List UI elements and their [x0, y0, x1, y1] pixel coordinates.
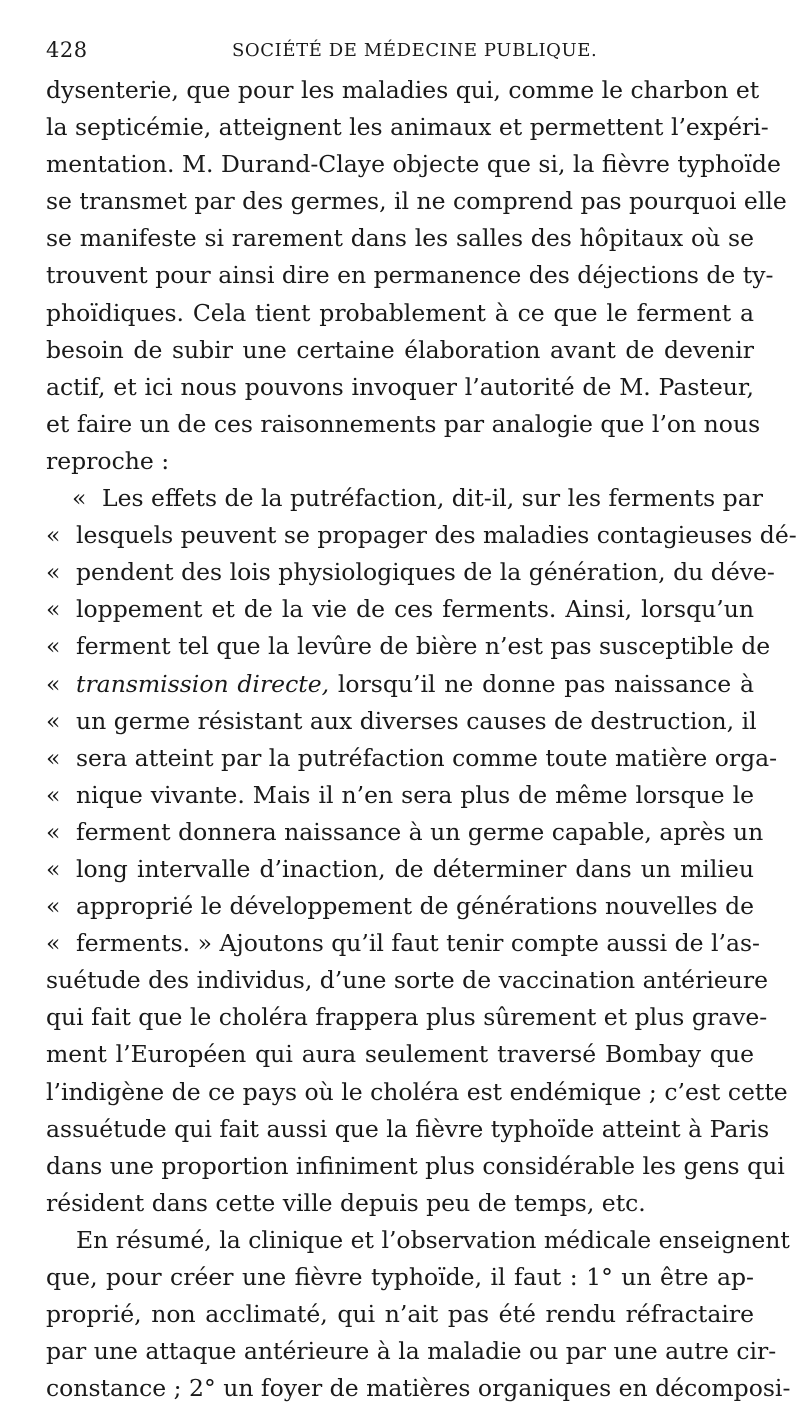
- quote-line: [46, 666, 754, 703]
- quote-mark: «: [46, 854, 61, 883]
- quote-mark: «: [46, 817, 61, 846]
- quote-line: [46, 554, 775, 591]
- text-line: l’indigène de ce pays où le choléra est endémique ; c’est cette: [46, 1077, 788, 1106]
- running-title: SOCIÉTÉ DE MÉDECINE PUBLIQUE.: [232, 40, 598, 61]
- quote-mark: «: [46, 669, 61, 698]
- text-line: trouvent pour ainsi dire en permanence des déjections de ty-: [46, 261, 774, 290]
- text-line: proprié, non acclimaté, qui n’ait pas été rendu réfractaire: [46, 1300, 754, 1329]
- quote-line: [46, 814, 764, 851]
- text-line: reproche :: [46, 446, 170, 475]
- quote-text: un germe résistant aux diverses causes de destruction, il: [76, 706, 757, 735]
- quote-line: [46, 703, 757, 740]
- page-number: 428: [46, 38, 88, 62]
- quote-text: ferment donnera naissance à un germe capable, après un: [76, 817, 764, 846]
- quote-mark: «: [72, 484, 87, 513]
- quote-text: ferment tel que la levûre de bière n’est pas susceptible de: [76, 632, 771, 661]
- text-line: phoïdiques. Cela tient probablement à ce que le ferment a: [46, 298, 754, 327]
- text-line: besoin de subir une certaine élaboration avant de devenir: [46, 335, 754, 364]
- text-line: constance ; 2° un foyer de matières organiques en décomposi-: [46, 1374, 791, 1403]
- quote-text: ferments. » Ajoutons qu’il faut tenir compte aussi de l’as-: [76, 929, 760, 958]
- text-line: dysenterie, que pour les maladies qui, comme le charbon et: [46, 76, 760, 104]
- text-line: ment l’Européen qui aura seulement traversé Bombay que: [46, 1040, 754, 1069]
- quote-line: [46, 777, 754, 814]
- quote-line: [46, 925, 760, 962]
- quote-line: [46, 517, 797, 554]
- quote-mark: «: [46, 521, 61, 550]
- text-line: se transmet par des germes, il ne comprend pas pourquoi elle: [46, 187, 787, 216]
- quote-mark: «: [46, 780, 61, 809]
- quote-text: lesquels peuvent se propager des maladies contagieuses dé-: [76, 521, 797, 550]
- quote-text: sera atteint par la putréfaction comme toute matière orga-: [76, 743, 778, 772]
- quote-mark: «: [46, 743, 61, 772]
- quote-mark: «: [46, 595, 61, 624]
- quote-line: [46, 628, 771, 665]
- quote-line: [46, 851, 754, 888]
- text-line: En résumé, la clinique et l’observation médicale enseignent: [76, 1225, 790, 1254]
- quote-mark: «: [46, 558, 61, 587]
- text-line: assuétude qui fait aussi que la fièvre typhoïde atteint à Paris: [46, 1114, 770, 1143]
- quote-line: [46, 888, 754, 925]
- text-line: par une attaque antérieure à la maladie ou par une autre cir-: [46, 1337, 777, 1366]
- text-line: résident dans cette ville depuis peu de temps, etc.: [46, 1188, 646, 1217]
- running-header: [46, 38, 754, 70]
- quote-emphasis: transmission directe,: [76, 669, 330, 698]
- text-line: mentation. M. Durand-Claye objecte que si, la fièvre typhoïde: [46, 150, 781, 179]
- quote-text: approprié le développement de générations nouvelles de: [76, 892, 755, 921]
- text-line: se manifeste si rarement dans les salles des hôpitaux où se: [46, 224, 754, 253]
- quote-text: loppement et de la vie de ces ferments. Ainsi, lorsqu’un: [76, 595, 754, 624]
- quote-mark: «: [46, 929, 61, 958]
- quote-line: [46, 740, 778, 777]
- quote-text: Les effets de la putréfaction, dit-il, sur les ferments par: [102, 484, 763, 513]
- quote-text: pendent des lois physiologiques de la génération, du déve-: [76, 558, 775, 587]
- text-line: la septicémie, atteignent les animaux et permettent l’expéri-: [46, 113, 769, 142]
- quote-mark: «: [46, 706, 61, 735]
- quote-text: nique vivante. Mais il n’en sera plus de même lorsque le: [76, 780, 754, 809]
- text-line: actif, et ici nous pouvons invoquer l’autorité de M. Pasteur,: [46, 372, 754, 401]
- text-line: suétude des individus, d’une sorte de vaccination antérieure: [46, 966, 769, 995]
- quote-text: long intervalle d’inaction, de déterminer dans un milieu: [76, 854, 754, 883]
- quote-line: [46, 480, 763, 517]
- quotation: [46, 480, 797, 962]
- quote-mark: «: [46, 632, 61, 661]
- quote-mark: «: [46, 892, 61, 921]
- body-text: [46, 72, 797, 1407]
- quote-text: lorsqu’il ne donne pas naissance à: [329, 669, 754, 698]
- quote-line: [46, 591, 754, 628]
- text-line: dans une proportion infiniment plus considérable les gens qui: [46, 1151, 785, 1180]
- text-line: que, pour créer une fièvre typhoïde, il faut : 1° un être ap-: [46, 1263, 754, 1291]
- text-line: qui fait que le choléra frappera plus sûrement et plus grave-: [46, 1003, 768, 1032]
- text-line: et faire un de ces raisonnements par analogie que l’on nous: [46, 409, 761, 438]
